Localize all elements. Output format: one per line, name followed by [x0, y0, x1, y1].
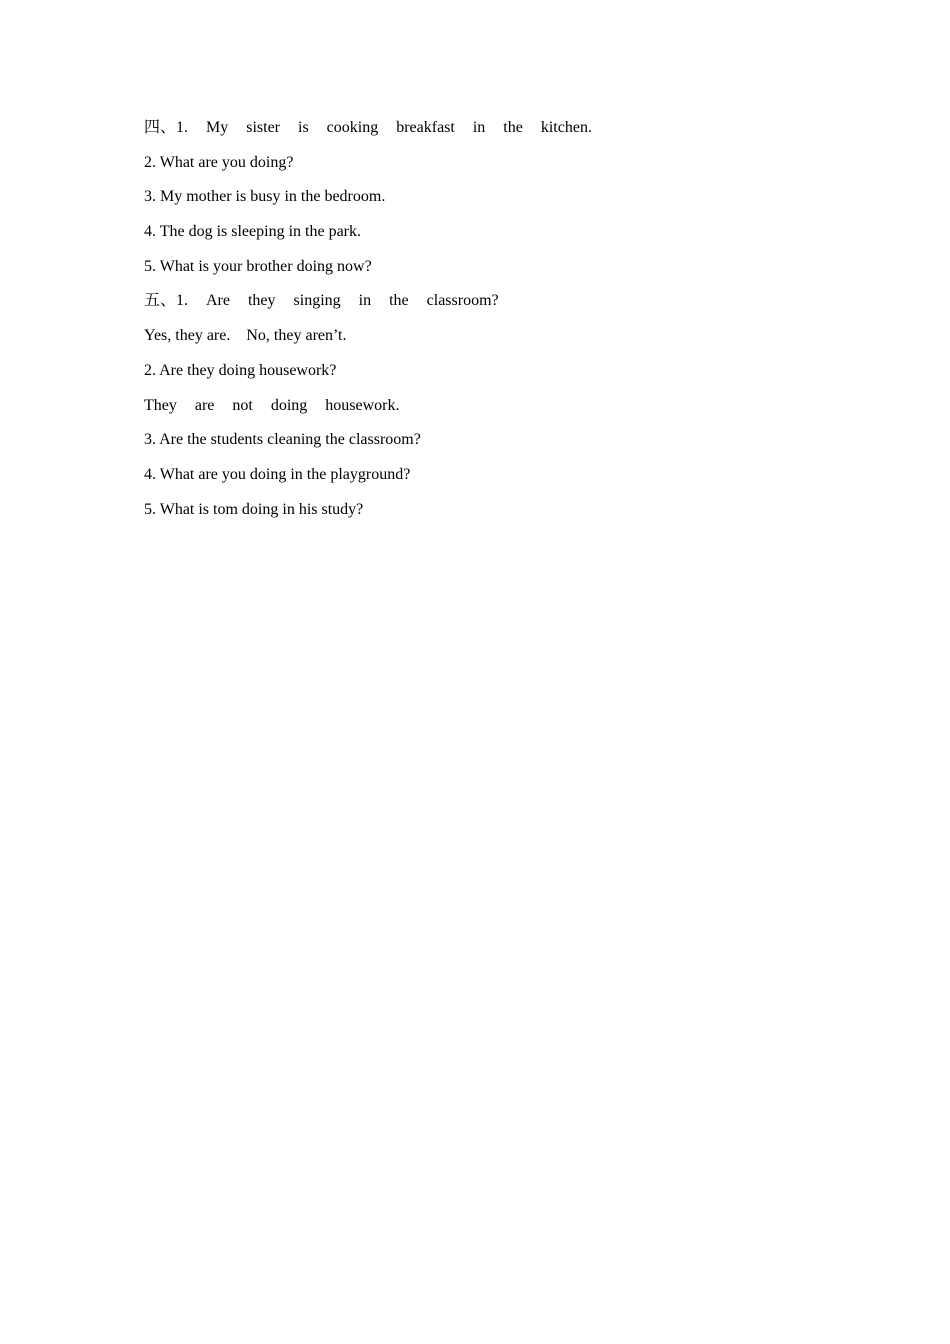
section-five-answer-2: 2. Are they doing housework? [144, 361, 337, 379]
answer-list [144, 116, 844, 532]
section-five-answer-4: 4. What are you doing in the playground? [144, 465, 411, 483]
section-five-answer-1: 五、1. Are they singing in the classroom? [144, 292, 499, 310]
section-four-answer-3: 3. My mother is busy in the bedroom. [144, 188, 386, 206]
section-four-answer-1: 四、1. My sister is cooking breakfast in the kitchen. [144, 119, 592, 136]
section-four-answer-5: 5. What is your brother doing now? [144, 257, 372, 275]
section-four-answer-2: 2. What are you doing? [144, 153, 294, 171]
section-five-answer-5: 5. What is tom doing in his study? [144, 500, 364, 518]
section-four-answer-4: 4. The dog is sleeping in the park. [144, 223, 361, 241]
section-five-answer-3: 3. Are the students cleaning the classroom? [144, 431, 421, 449]
section-five-answer-1-responses: Yes, they are. No, they aren’t. [144, 327, 347, 345]
section-five-answer-2-negative: They are not doing housework. [144, 396, 400, 414]
